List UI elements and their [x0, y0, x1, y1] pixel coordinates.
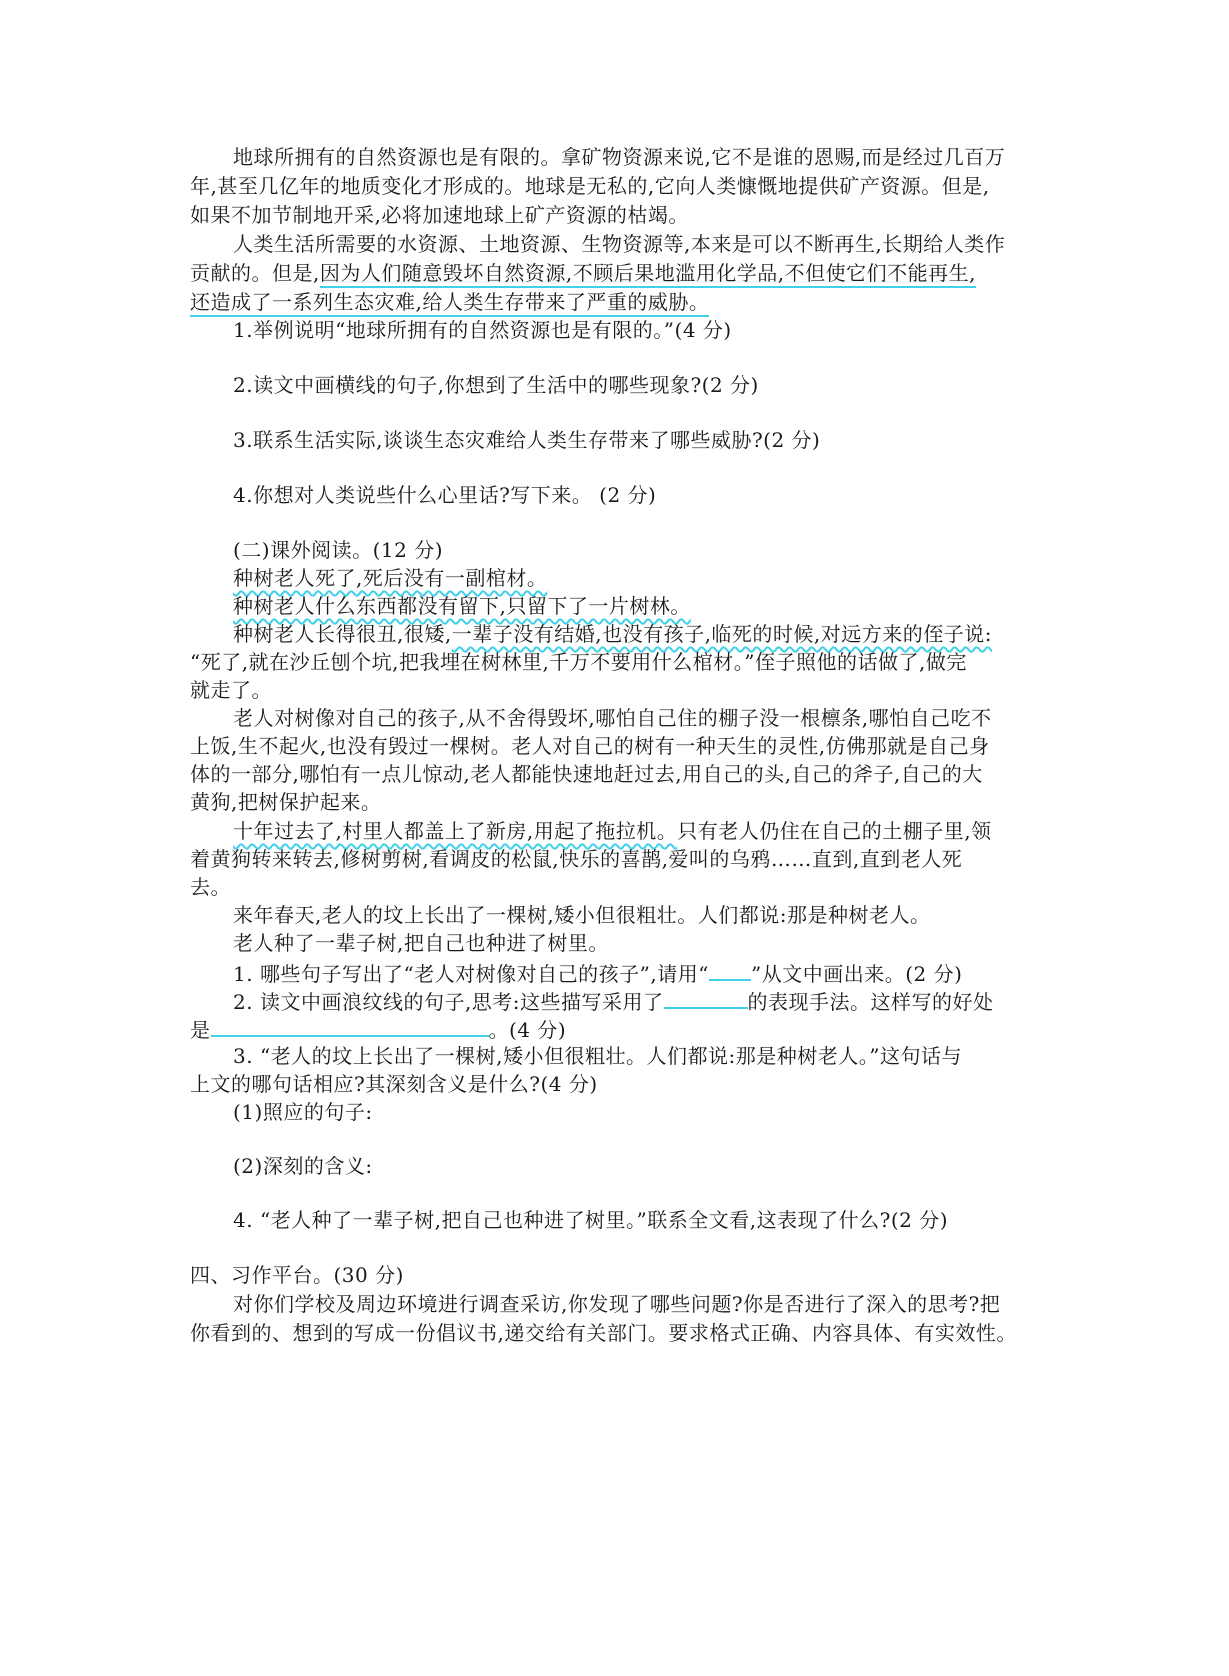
- wavy-sentence-2: 种树老人什么东西都没有留下,只留下了一片树林。: [233, 594, 691, 618]
- question2-1: [233, 957, 1103, 988]
- question1-1: 1.举例说明“地球所拥有的自然资源也是有限的。”(4 分): [233, 318, 732, 342]
- wavy-sentence-1: 种树老人死了,死后没有一副棺材。: [233, 566, 548, 590]
- passage1-p1-line3: 如果不加节制地开采,必将加速地球上矿产资源的枯竭。: [190, 203, 689, 227]
- underlined-sentence-part1: 因为人们随意毁坏自然资源,不顾后果地滥用化学品,不但使它们不能再生,: [320, 261, 976, 288]
- q2-1-text-pre: 1. 哪些句子写出了“老人对树像对自己的孩子”,请用“: [233, 962, 709, 986]
- section2-sentence1: [233, 564, 1103, 592]
- answer-blank-benefit[interactable]: [211, 1013, 489, 1037]
- question1-3: 3.联系生活实际,谈谈生态灾难给人类生存带来了哪些威胁?(2 分): [233, 428, 821, 452]
- section2-p4-line3: 体的一部分,哪怕有一点儿惊动,老人都能快速地赶过去,用自己的头,自己的斧子,自己的大: [190, 762, 983, 786]
- answer-blank-marker[interactable]: [709, 957, 751, 981]
- question1-4: 4.你想对人类说些什么心里话?写下来。 (2 分): [233, 483, 657, 507]
- p3-line1-start: 种树老人长得很丑,很矮,: [233, 622, 452, 646]
- section2-p7: 老人种了一辈子树,把自己也种进了树里。: [233, 931, 609, 955]
- section2-p3-line3: 就走了。: [190, 678, 272, 702]
- section2-p4-line1: 老人对树像对自己的孩子,从不舍得毁坏,哪怕自己住的棚子没一根檩条,哪怕自己吃不: [233, 706, 992, 730]
- section2-p3-line1: [233, 620, 1103, 648]
- q2-1-text-post: ”从文中画出来。(2 分): [750, 962, 963, 986]
- section4-line1: 对你们学校及周边环境进行调查采访,你发现了哪些问题?你是否进行了深入的思考?把: [233, 1292, 1001, 1316]
- section2-p5-line2: 着黄狗转来转去,修树剪树,看调皮的松鼠,快乐的喜鹊,爱叫的乌鸦……直到,直到老人死: [190, 847, 963, 871]
- section4-line2: 你看到的、想到的写成一份倡议书,递交给有关部门。要求格式正确、内容具体、有实效性。: [190, 1321, 1017, 1345]
- passage1-p1-line2: 年,甚至几亿年的地质变化才形成的。地球是无私的,它向人类慷慨地提供矿产资源。但是,: [190, 174, 990, 198]
- section4-heading: 四、习作平台。(30 分): [190, 1263, 404, 1287]
- passage1-p2-line2: [190, 259, 1060, 287]
- p5-line1-rest: 只有老人仍住在自己的土棚子里,领: [677, 819, 992, 843]
- section2-p3-line2: “死了,就在沙丘刨个坑,把我埋在树林里,千万不要用什么棺材。”侄子照他的话做了,做完: [190, 650, 967, 674]
- question2-4: 4. “老人种了一辈子树,把自己也种进了树里。”联系全文看,这表现了什么?(2 分): [233, 1208, 949, 1232]
- q2-2-text-post: 的表现手法。这样写的好处: [747, 990, 994, 1014]
- section2-p5-line3: 去。: [190, 875, 231, 899]
- section2-p4-line2: 上饭,生不起火,也没有毁过一棵树。老人对自己的树有一种天生的灵性,仿佛那就是自己身: [190, 734, 990, 758]
- q2-2-line2-pre: 是: [190, 1018, 211, 1042]
- question2-3-part1: (1)照应的句子:: [233, 1100, 373, 1124]
- question2-3-part2: (2)深刻的含义:: [233, 1154, 373, 1178]
- question2-2: [233, 985, 1103, 1016]
- passage1-p2-line2-text: 贡献的。但是,: [190, 261, 320, 285]
- section2-p6: 来年春天,老人的坟上长出了一棵树,矮小但很粗壮。人们都说:那是种树老人。: [233, 903, 931, 927]
- answer-blank-technique[interactable]: [664, 985, 748, 1009]
- q2-2-text-pre: 2. 读文中画浪纹线的句子,思考:这些描写采用了: [233, 990, 664, 1014]
- section2-heading: (二)课外阅读。(12 分): [233, 538, 444, 562]
- section2-p4-line4: 黄狗,把树保护起来。: [190, 790, 382, 814]
- section2-sentence2: [233, 592, 1103, 620]
- question2-2-line2: [190, 1013, 1060, 1044]
- underlined-sentence-part2: 还造成了一系列生态灾难,给人类生存带来了严重的威胁。: [190, 290, 709, 317]
- passage1-p1-line1: 地球所拥有的自然资源也是有限的。拿矿物资源来说,它不是谁的恩赐,而是经过几百万: [233, 145, 1006, 169]
- wavy-sentence-3: 一辈子没有结婚,也没有孩子,临死的时候,对远方来的侄子说:: [451, 622, 993, 646]
- question2-3-line1: 3. “老人的坟上长出了一棵树,矮小但很粗壮。人们都说:那是种树老人。”这句话与: [233, 1044, 962, 1068]
- question1-2: 2.读文中画横线的句子,你想到了生活中的哪些现象?(2 分): [233, 373, 759, 397]
- section2-p5-line1: [233, 817, 1103, 845]
- question2-3-line2: 上文的哪句话相应?其深刻含义是什么?(4 分): [190, 1072, 598, 1096]
- passage1-p2-line3: [190, 288, 1060, 316]
- q2-2-line2-post: 。(4 分): [488, 1018, 567, 1042]
- wavy-sentence-4: 十年过去了,村里人都盖上了新房,用起了拖拉机。: [233, 819, 678, 843]
- passage1-p2-line1: 人类生活所需要的水资源、土地资源、生物资源等,本来是可以不断再生,长期给人类作: [233, 232, 1006, 256]
